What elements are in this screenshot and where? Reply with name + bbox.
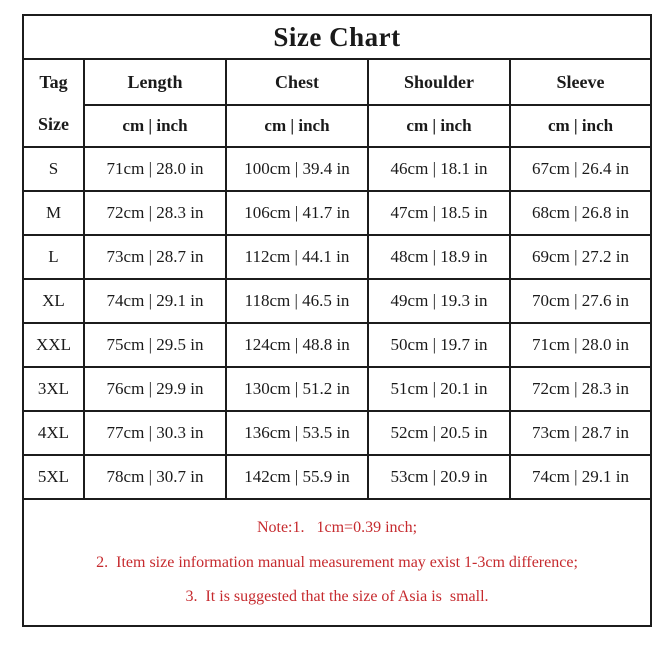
note-3: 3. It is suggested that the size of Asia is small. [185,588,489,606]
length-value: 76cm | 29.9 in [84,367,226,411]
shoulder-value: 51cm | 20.1 in [368,367,510,411]
chest-value: 142cm | 55.9 in [226,455,368,499]
chest-value: 124cm | 48.8 in [226,323,368,367]
table-row [23,367,651,411]
notes-section [23,499,651,626]
chest-value: 106cm | 41.7 in [226,191,368,235]
length-value: 71cm | 28.0 in [84,147,226,191]
column-header-chest: Chest [226,59,368,105]
column-header-shoulder: Shoulder [368,59,510,105]
tag-size-header-cell [23,59,84,147]
sleeve-value: 69cm | 27.2 in [510,235,651,279]
unit-header-sleeve: cm | inch [510,105,651,147]
table-row [23,279,651,323]
size-value: XL [23,279,84,323]
chest-value: 112cm | 44.1 in [226,235,368,279]
length-value: 75cm | 29.5 in [84,323,226,367]
chest-value: 118cm | 46.5 in [226,279,368,323]
sleeve-value: 67cm | 26.4 in [510,147,651,191]
length-value: 73cm | 28.7 in [84,235,226,279]
shoulder-value: 52cm | 20.5 in [368,411,510,455]
shoulder-value: 47cm | 18.5 in [368,191,510,235]
header-row-2 [23,105,651,147]
sleeve-value: 70cm | 27.6 in [510,279,651,323]
note-2: 2. Item size information manual measurement may exist 1-3cm difference; [96,553,578,571]
sleeve-value: 68cm | 26.8 in [510,191,651,235]
header-row-1 [23,59,651,105]
shoulder-value: 48cm | 18.9 in [368,235,510,279]
length-value: 72cm | 28.3 in [84,191,226,235]
chest-value: 136cm | 53.5 in [226,411,368,455]
table-row [23,455,651,499]
note-1: Note:1. 1cm=0.39 inch; [256,519,418,537]
sleeve-value: 72cm | 28.3 in [510,367,651,411]
shoulder-value: 53cm | 20.9 in [368,455,510,499]
length-value: 78cm | 30.7 in [84,455,226,499]
table-row [23,191,651,235]
chest-value: 100cm | 39.4 in [226,147,368,191]
size-chart-table [22,14,652,627]
size-value: S [23,147,84,191]
notes-row [23,499,651,626]
chest-value: 130cm | 51.2 in [226,367,368,411]
table-row [23,323,651,367]
unit-header-shoulder: cm | inch [368,105,510,147]
page-title: Size Chart [23,15,651,59]
size-value: XXL [23,323,84,367]
table-row [23,411,651,455]
length-value: 74cm | 29.1 in [84,279,226,323]
size-value: 4XL [23,411,84,455]
table-row [23,147,651,191]
unit-header-chest: cm | inch [226,105,368,147]
unit-header-length: cm | inch [84,105,226,147]
size-label: Size [38,113,69,134]
column-header-length: Length [84,59,226,105]
sleeve-value: 73cm | 28.7 in [510,411,651,455]
column-header-sleeve: Sleeve [510,59,651,105]
size-value: 5XL [23,455,84,499]
size-value: M [23,191,84,235]
table-row [23,235,651,279]
title-row [23,15,651,59]
shoulder-value: 49cm | 19.3 in [368,279,510,323]
shoulder-value: 50cm | 19.7 in [368,323,510,367]
sleeve-value: 74cm | 29.1 in [510,455,651,499]
sleeve-value: 71cm | 28.0 in [510,323,651,367]
shoulder-value: 46cm | 18.1 in [368,147,510,191]
length-value: 77cm | 30.3 in [84,411,226,455]
tag-label: Tag [39,71,68,92]
size-value: 3XL [23,367,84,411]
size-value: L [23,235,84,279]
